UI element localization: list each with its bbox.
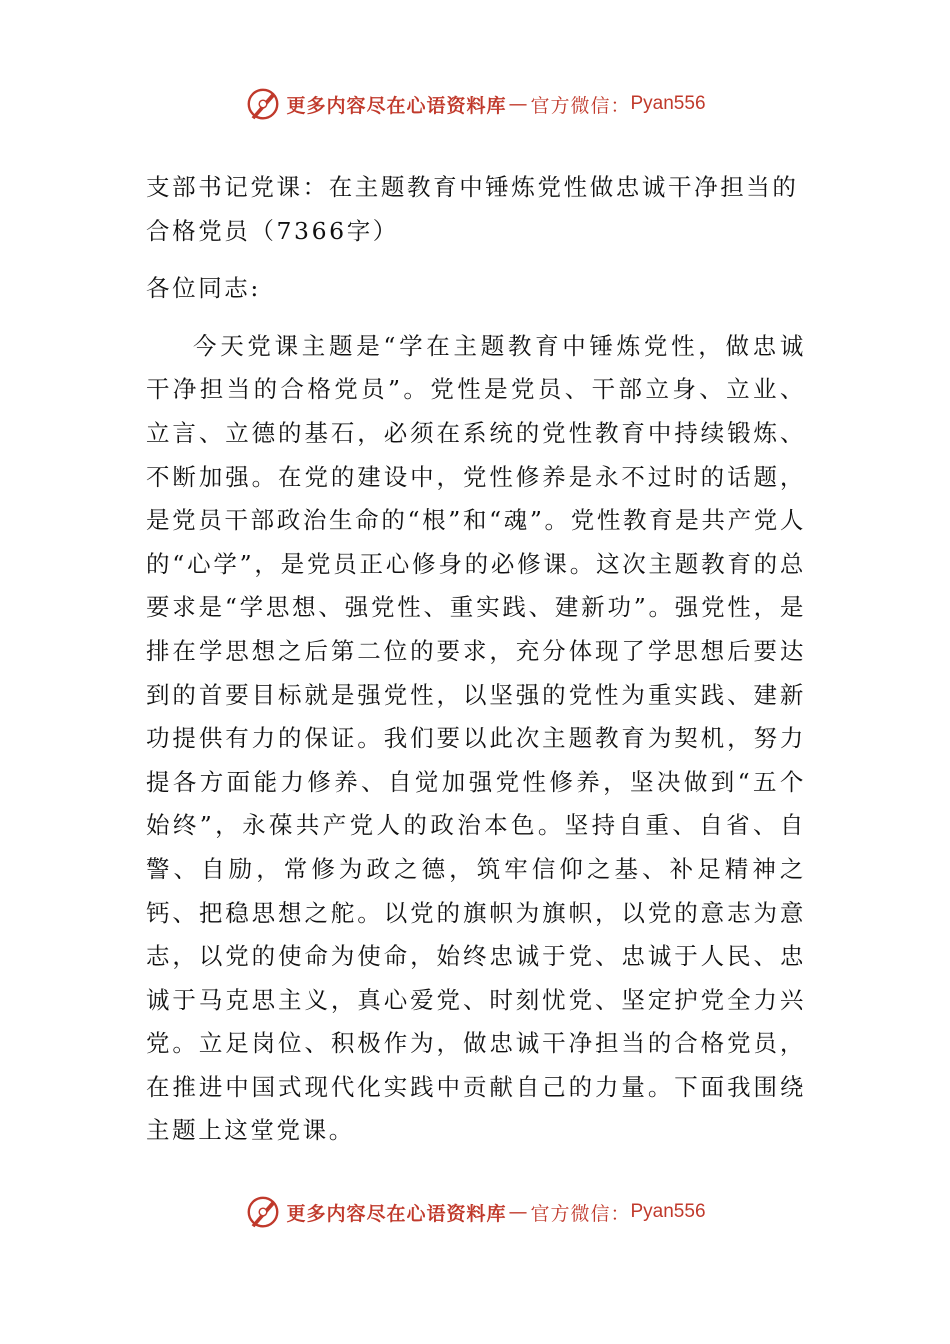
body-paragraph: 今天党课主题是“学在主题教育中锤炼党性，做忠诚干净担当的合格党员”。党性是党员、干部立身、立业、立言、立德的基石，必须在系统的党性教育中持续锻炼、不断加强。在党的建设中，党性修养是永不过时的话题，是党员干部政治生命的“根”和“魂”。党性教育是共产党人的“心学”，是党员正心修身的必修课。这次主题教育的总要求是“学思想、强党性、重实践、建新功”。强党性，是排在学思想之后第二位的要求，充分体现了学思想后要达到的首要目标就是强党性，以坚强的党性为重实践、建新功提供有力的保证。我们要以此次主题教育为契机，努力提各方面能力修养、自觉加强党性修养，坚决做到“五个始终”，永葆共产党人的政治本色。坚持自重、自省、自警、自励，常修为政之德，筑牢信仰之基、补足精神之钙、把稳思想之舵。以党的旗帜为旗帜，以党的意志为意志，以党的使命为使命，始终忠诚于党、忠诚于人民、忠诚于马克思主义，真心爱党、时刻忧党、坚定护党全力兴党。立足岗位、积极作为，做忠诚干净担当的合格党员，在推进中国式现代化实践中贡献自己的力量。下面我围绕主题上这堂党课。 (146, 331, 806, 1145)
banner-title: 更多内容尽在心语资料库 (286, 94, 507, 117)
banner-dash: — (508, 93, 529, 115)
banner-wechat-label: 官方微信： (530, 1202, 631, 1225)
banner-title: 更多内容尽在心语资料库 (286, 1202, 507, 1225)
banner-wechat-id: Pyan556 (630, 1201, 706, 1222)
pen-circle-logo-icon (244, 85, 282, 123)
footer-watermark-banner (0, 1192, 950, 1232)
banner-wechat-label: 官方微信： (530, 94, 631, 117)
greeting: 各位同志: (146, 274, 261, 303)
document-body (146, 166, 806, 1153)
document-title: 支部书记党课：在主题教育中锤炼党性做忠诚干净担当的合格党员（7366字） (146, 173, 799, 245)
header-watermark-banner (0, 84, 950, 124)
pen-circle-logo-icon (244, 1193, 282, 1231)
banner-wechat-id: Pyan556 (630, 93, 706, 114)
banner-dash: — (508, 1201, 529, 1223)
